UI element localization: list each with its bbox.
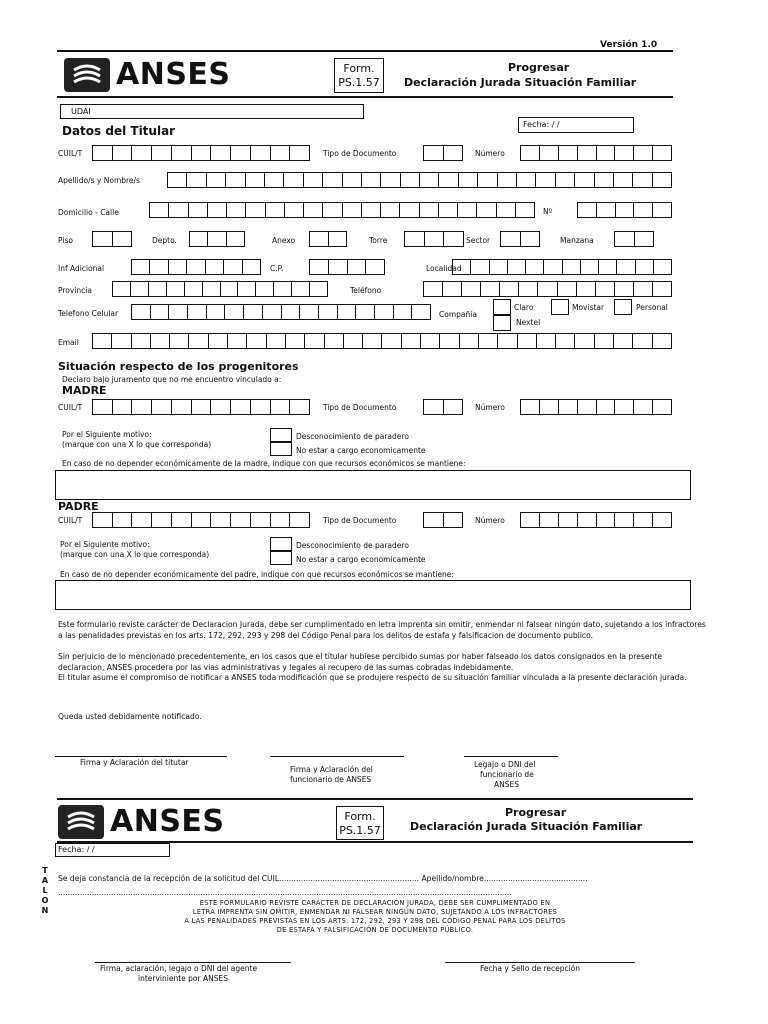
talon-firma-agente-label-1: Firma, aclaración, legajo o DNI del agente	[100, 964, 258, 973]
legal-paragraph-3: El titular asume el compromiso de notificar a ANSES toda modificación que se produjere respecto de su situación familiar vinculada a la presente declaración jurada.	[58, 673, 687, 682]
madre-tipo-doc-label: Tipo de Documento	[323, 403, 397, 412]
talon-letter: N	[41, 906, 49, 915]
padre-recursos-label: En caso de no depender económicamente del padre, indique con que recursos económicos se mantiene:	[60, 570, 454, 579]
talon-legal-line: DE ESTAFA Y FALSIFICACIÓN DE DOCUMENTO PÚBLICO.	[276, 926, 474, 934]
personal-checkbox[interactable]	[614, 299, 632, 315]
padre-recursos-input[interactable]	[55, 580, 691, 610]
form-number-box	[334, 58, 384, 93]
domicilio-numero-label: Nº	[543, 207, 553, 216]
notificado-text: Queda usted debidamente notificado.	[58, 712, 202, 721]
anexo-label: Anexo	[272, 236, 296, 245]
padre-cuil-label: CUIL/T	[58, 516, 83, 525]
nextel-checkbox[interactable]	[493, 315, 511, 331]
legajo-label-1: Legajo o DNI del	[474, 760, 536, 769]
padre-no-cargo-checkbox[interactable]	[270, 551, 292, 565]
form-number-box-talon	[336, 806, 384, 840]
firma-titular-label: Firma y Aclaración del titutar	[80, 758, 189, 767]
anexo-input[interactable]	[309, 231, 347, 247]
madre-desconocimiento-checkbox[interactable]	[270, 428, 292, 442]
email-input[interactable]	[92, 333, 672, 349]
talon-firma-agente-label-2: interviniente por ANSES	[138, 974, 228, 983]
talon-fecha-field[interactable]	[55, 843, 170, 857]
talon-legal-line: LETRA IMPRENTA SIN OMITIR, ENMENDAR NI FALSEAR NINGÚN DATO, SUJETANDO A LOS INFRACTORES	[192, 908, 558, 916]
section-title-titular: Datos del Titular	[62, 124, 176, 138]
talon-letter: T	[42, 866, 48, 875]
domicilio-input[interactable]	[149, 202, 535, 218]
madre-cuil-label: CUIL/T	[58, 403, 83, 412]
padre-desconocimiento-label: Desconocimiento de paradero	[296, 541, 409, 550]
madre-numero-input[interactable]	[520, 399, 672, 415]
movistar-checkbox[interactable]	[551, 299, 569, 315]
firma-funcionario-label-2: funcionario de ANSES	[290, 775, 372, 784]
legajo-line	[464, 756, 558, 757]
padre-tipo-doc-input[interactable]	[423, 512, 463, 528]
legajo-label-3: ANSES	[494, 780, 520, 789]
celular-input[interactable]	[131, 304, 431, 320]
torre-input[interactable]	[404, 231, 464, 247]
madre-tipo-doc-input[interactable]	[423, 399, 463, 415]
padre-tipo-doc-label: Tipo de Documento	[323, 516, 397, 525]
form-title-talon: Declaración Jurada Situación Familiar	[410, 820, 643, 833]
manzana-input[interactable]	[614, 231, 654, 247]
anses-logo	[64, 57, 231, 92]
sector-label: Sector	[466, 236, 491, 245]
provincia-input[interactable]	[112, 281, 328, 297]
fecha-label: Fecha: / /	[523, 120, 560, 129]
sector-input[interactable]	[500, 231, 540, 247]
madre-numero-label: Número	[475, 403, 505, 412]
padre-cuil-input[interactable]	[92, 512, 310, 528]
talon-sello-line	[445, 962, 635, 963]
padre-desconocimiento-checkbox[interactable]	[270, 537, 292, 551]
legajo-label-2: funcionario de	[480, 770, 534, 779]
form-code: PS.1.57	[338, 76, 380, 89]
header-top-rule	[57, 50, 673, 52]
anses-logo-talon	[58, 804, 225, 839]
padre-motivo-hint: (marque con una X lo que corresponda)	[60, 550, 210, 559]
talon-constancia: Se deja constancia de la recepción de la solicitud del CUIL.......................................................... Apellido/nombre...........................................	[58, 874, 588, 883]
anses-logo-text-talon: ANSES	[110, 804, 225, 839]
madre-cuil-input[interactable]	[92, 399, 310, 415]
apellido-label: Apellido/s y Nombre/s	[58, 176, 140, 185]
talon-fecha-label: Fecha: / /	[58, 845, 95, 854]
padre-numero-input[interactable]	[520, 512, 672, 528]
padre-motivo-label: Por el Siguiente motivo:	[60, 540, 150, 549]
firma-funcionario-label-1: Firma y Aclaración del	[290, 765, 373, 774]
form-label-talon: Form.	[344, 810, 376, 823]
piso-label: Piso	[58, 236, 73, 245]
provincia-label: Provincia	[58, 286, 92, 295]
madre-recursos-label: En caso de no depender económicamente de la madre, indique con que recursos económicos se mantiene:	[62, 459, 466, 468]
talon-top-rule	[57, 798, 693, 800]
legal-paragraph-2: Sin perjuicio de lo mencionado precedentemente, en los casos que el titular hubiese percibido sumas por haber falseado los datos consignados en la presente declaracion, ANSES procedera por las vias administrativas y legales al recupero de las sumas cobradas indebidamente.	[58, 652, 663, 672]
nextel-label: Nextel	[516, 318, 541, 327]
email-label: Email	[58, 338, 79, 347]
madre-desconocimiento-label: Desconocimiento de paradero	[296, 432, 409, 441]
domicilio-label: Domicilio - Calle	[58, 208, 119, 217]
claro-checkbox[interactable]	[493, 299, 511, 315]
telefono-input[interactable]	[423, 281, 672, 297]
tipo-doc-label: Tipo de Documento	[323, 149, 397, 158]
inf-adicional-input[interactable]	[131, 259, 261, 275]
madre-motivo-label: Por el Siguiente motivo:	[62, 430, 152, 439]
declaro-text: Declaro bajo juramento que no me encuentro vinculado a:	[62, 375, 282, 384]
personal-label: Personal	[636, 303, 668, 312]
padre-numero-label: Número	[475, 516, 505, 525]
padre-no-cargo-label: No estar a cargo economicamente	[296, 555, 426, 564]
manzana-label: Manzana	[560, 236, 594, 245]
tipo-doc-input[interactable]	[423, 145, 463, 161]
firma-titular-line	[55, 756, 227, 757]
form-code-talon: PS.1.57	[339, 824, 381, 837]
form-label: Form.	[343, 62, 375, 75]
talon-legal-line: ESTE FORMULARIO REVISTE CARÁCTER DE DECLARACIÓN JURADA, DEBE SER CUMPLIMENTADO EN	[199, 899, 551, 907]
header-bottom-rule	[57, 96, 673, 98]
anses-logo-icon	[64, 58, 110, 92]
localidad-label: Localidad	[426, 264, 462, 273]
madre-no-cargo-checkbox[interactable]	[270, 442, 292, 456]
talon-legal-text	[150, 899, 600, 935]
apellido-input[interactable]	[167, 172, 672, 188]
talon-vertical-label	[40, 866, 50, 916]
celular-label: Telefono Celular	[58, 309, 119, 318]
torre-label: Torre	[369, 236, 388, 245]
inf-adicional-label: Inf Adicional	[58, 264, 105, 273]
padre-title: PADRE	[58, 500, 99, 513]
program-name-talon: Progresar	[505, 806, 567, 819]
talon-letter: A	[41, 876, 49, 885]
piso-input[interactable]	[92, 231, 132, 247]
movistar-label: Movistar	[572, 303, 605, 312]
talon-dotted-line: ............................................................................................................................................................................................	[58, 888, 512, 897]
madre-no-cargo-label: No estar a cargo economicamente	[296, 446, 426, 455]
anses-logo-text: ANSES	[116, 57, 231, 92]
anses-logo-icon-talon	[58, 805, 104, 839]
cp-input[interactable]	[309, 259, 385, 275]
udai-field[interactable]	[60, 104, 364, 119]
cuil-label: CUIL/T	[58, 149, 83, 158]
talon-sello-label: Fecha y Sello de recepción	[480, 964, 581, 973]
madre-motivo-hint: (marque con una X lo que corresponda)	[62, 440, 212, 449]
talon-letter: L	[42, 886, 48, 895]
program-name: Progresar	[508, 61, 570, 74]
telefono-label: Teléfono	[350, 286, 382, 295]
localidad-input[interactable]	[452, 259, 672, 275]
legal-paragraph-1: Este formulario reviste carácter de Declaracion Jurada, debe ser cumplimentado en letra imprenta sin omitir, enmendar ni falsear ningún dato, sujetando a los infractores a las penalidades previstas en los arts. 172, 292, 293 y 298 del Código Penal para los delitos de estafa y falsificacion de documento publico.	[58, 620, 706, 640]
talon-legal-line: A LAS PENALIDADES PREVISTAS EN LOS ARTS. 172, 292, 293 Y 298 DEL CÓDIGO PENAL PARA LOS DELITOS	[184, 917, 566, 925]
version-label: Versión 1.0	[600, 40, 658, 50]
talon-letter: O	[41, 896, 49, 905]
section-title-progenitores: Situación respecto de los progenitores	[58, 360, 299, 373]
domicilio-numero-input[interactable]	[577, 202, 672, 218]
claro-label: Claro	[514, 303, 534, 312]
firma-funcionario-line	[270, 756, 404, 757]
form-title: Declaración Jurada Situación Familiar	[404, 76, 637, 89]
fecha-field[interactable]	[518, 117, 634, 133]
talon-firma-agente-line	[95, 962, 291, 963]
madre-recursos-input[interactable]	[55, 470, 691, 500]
madre-title: MADRE	[62, 384, 107, 397]
udai-label: UDAI	[71, 107, 91, 116]
depto-input[interactable]	[189, 231, 245, 247]
depto-label: Depto.	[152, 236, 177, 245]
compania-label: Compañía	[439, 310, 477, 319]
cp-label: C.P.	[270, 264, 284, 273]
numero-input[interactable]	[520, 145, 672, 161]
cuil-input[interactable]	[92, 145, 310, 161]
numero-label: Número	[475, 149, 505, 158]
